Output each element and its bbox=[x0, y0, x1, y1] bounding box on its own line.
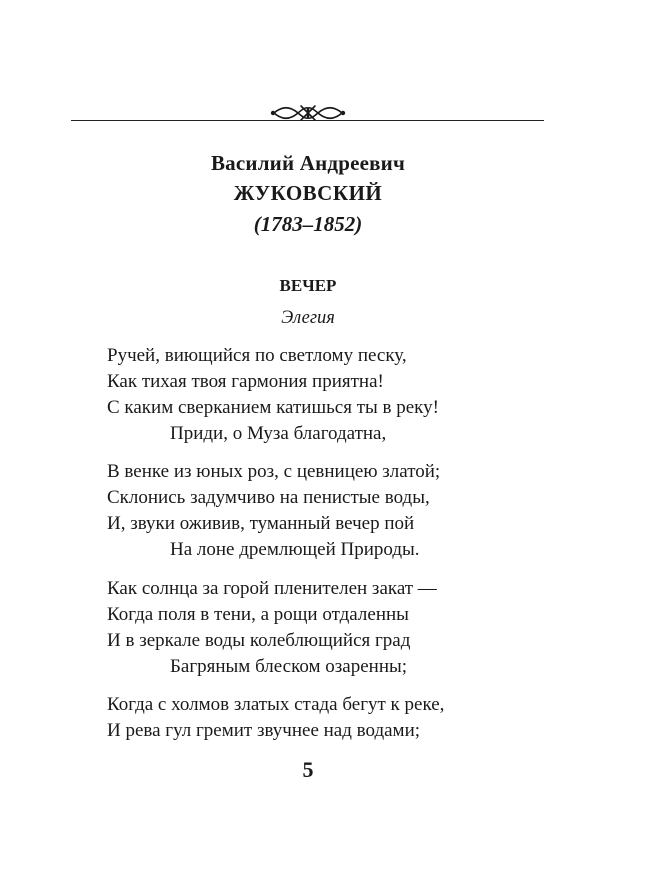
verse-line: Склонись задумчиво на пенистые воды, bbox=[107, 487, 430, 508]
verse-line: И рева гул гремит звучнее над водами; bbox=[107, 720, 421, 741]
flourish-ornament-icon bbox=[268, 103, 348, 123]
stanza-4 bbox=[107, 692, 627, 744]
author-years: (1783–1852) bbox=[253, 212, 363, 236]
poem-subtitle: Элегия bbox=[281, 308, 335, 328]
stanza-3 bbox=[107, 576, 627, 680]
verse-line: Как солнца за горой пленителен закат — bbox=[107, 578, 437, 599]
verse-line: Когда поля в тени, а рощи отдаленны bbox=[107, 604, 409, 625]
author-name: Василий Андреевич bbox=[210, 151, 406, 175]
page-number: 5 bbox=[302, 757, 314, 782]
verse-line: С каким сверканием катишься ты в реку! bbox=[107, 397, 439, 418]
verse-line: Когда с холмов златых стада бегут к реке, bbox=[107, 694, 445, 715]
verse-line: Как тихая твоя гармония приятна! bbox=[107, 371, 384, 392]
verse-line: И в зеркале воды колеблющийся град bbox=[107, 630, 411, 651]
verse-line: Приди, о Муза благодатна, bbox=[170, 423, 387, 444]
verse-line: Ручей, виющийся по светлому песку, bbox=[107, 345, 407, 366]
verse-line: Багряным блеском озаренны; bbox=[170, 656, 408, 677]
verse-line: В венке из юных роз, с цевницею златой; bbox=[107, 461, 441, 482]
poem-title: ВЕЧЕР bbox=[279, 276, 337, 295]
stanza-1 bbox=[107, 343, 627, 447]
verse-line: На лоне дремлющей Природы. bbox=[170, 539, 420, 560]
stanza-2 bbox=[107, 459, 627, 563]
author-surname: ЖУКОВСКИЙ bbox=[233, 181, 383, 205]
verse-line: И, звуки оживив, туманный вечер пой bbox=[107, 513, 415, 534]
